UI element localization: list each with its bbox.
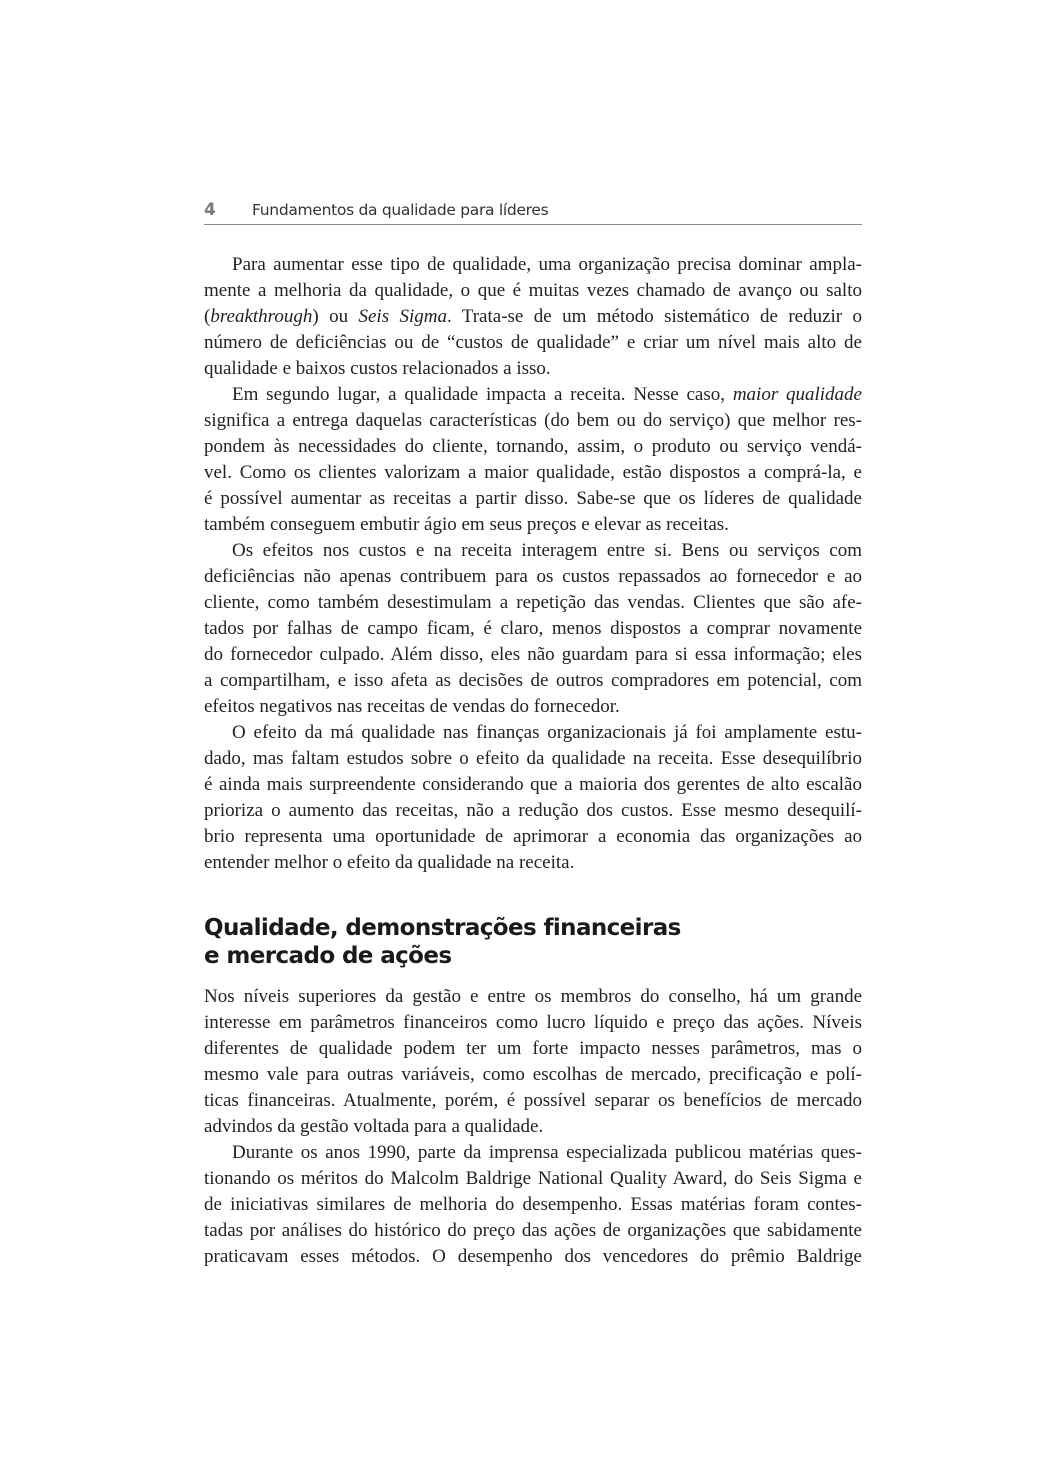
paragraph-line: mesmo vale para outras variáveis, como escolhas de mercado, precificação e polí-: [204, 1064, 862, 1085]
section-heading: e mercado de ações: [204, 943, 452, 969]
paragraph-line: tionando os méritos do Malcolm Baldrige National Quality Award, do Seis Sigma e: [204, 1168, 862, 1189]
paragraph-line: é ainda mais surpreendente considerando que a maioria dos gerentes de alto escalão: [204, 774, 862, 795]
paragraph-line: Para aumentar esse tipo de qualidade, uma organização precisa dominar ampla-: [232, 254, 862, 275]
paragraph-line: número de deficiências ou de “custos de qualidade” e criar um nível mais alto de: [204, 332, 862, 353]
paragraph-line: deficiências não apenas contribuem para os custos repassados ao fornecedor e ao: [204, 566, 862, 587]
running-title: Fundamentos da qualidade para líderes: [252, 201, 549, 219]
paragraph-line: cliente, como também desestimulam a repetição das vendas. Clientes que são afe-: [204, 592, 862, 613]
emphasis-text: Seis Sigma: [358, 306, 447, 327]
running-header: [204, 198, 862, 225]
paragraph-line: do fornecedor culpado. Além disso, eles não guardam para si essa informação; eles: [204, 644, 862, 665]
paragraph-line: Em segundo lugar, a qualidade impacta a receita. Nesse caso, maior qualidade: [232, 384, 862, 405]
paragraph-line: ticas financeiras. Atualmente, porém, é possível separar os benefícios de mercado: [204, 1090, 862, 1111]
paragraph-line: O efeito da má qualidade nas finanças organizacionais já foi amplamente estu-: [232, 722, 862, 743]
paragraph-line: qualidade e baixos custos relacionados a isso.: [204, 358, 551, 379]
paragraph-line: também conseguem embutir ágio em seus preços e elevar as receitas.: [204, 514, 729, 535]
paragraph-line: Durante os anos 1990, parte da imprensa especializada publicou matérias ques-: [232, 1142, 862, 1163]
paragraph-line: tados por falhas de campo ficam, é claro, menos dispostos a comprar novamente: [204, 618, 862, 639]
paragraph-line: (breakthrough) ou Seis Sigma. Trata-se de um método sistemático de reduzir o: [204, 306, 863, 327]
paragraph-line: a compartilham, e isso afeta as decisões de outros compradores em potencial, com: [204, 670, 862, 691]
paragraph-line: prioriza o aumento das receitas, não a redução dos custos. Esse mesmo desequilí-: [204, 800, 862, 821]
paragraph-line: pondem às necessidades do cliente, tornando, assim, o produto ou serviço vendá-: [204, 436, 862, 457]
emphasis-text: breakthrough: [210, 306, 313, 327]
paragraph-line: tadas por análises do histórico do preço das ações de organizações que sabidamente: [204, 1220, 862, 1241]
emphasis-text: maior qualidade: [732, 384, 862, 405]
paragraph-line: advindos da gestão voltada para a qualidade.: [204, 1116, 544, 1137]
paragraph-line: Nos níveis superiores da gestão e entre os membros do conselho, há um grande: [204, 986, 862, 1007]
paragraph-line: entender melhor o efeito da qualidade na receita.: [204, 852, 575, 873]
paragraph-line: mente a melhoria da qualidade, o que é muitas vezes chamado de avanço ou salto: [204, 280, 862, 301]
page-number: 4: [204, 200, 216, 220]
section-heading: Qualidade, demonstrações financeiras: [204, 915, 681, 941]
paragraph-line: interesse em parâmetros financeiros como lucro líquido e preço das ações. Níveis: [204, 1012, 862, 1033]
paragraph-line: dado, mas faltam estudos sobre o efeito da qualidade na receita. Esse desequilíbrio: [204, 748, 862, 769]
paragraph-line: diferentes de qualidade podem ter um forte impacto nesses parâmetros, mas o: [204, 1038, 862, 1059]
paragraph-line: brio representa uma oportunidade de aprimorar a economia das organizações ao: [204, 826, 862, 847]
paragraph-line: é possível aumentar as receitas a partir disso. Sabe-se que os líderes de qualidade: [204, 488, 862, 509]
paragraph-line: de iniciativas similares de melhoria do desempenho. Essas matérias foram contes-: [204, 1194, 862, 1215]
paragraph-line: praticavam esses métodos. O desempenho dos vencedores do prêmio Baldrige: [204, 1246, 862, 1267]
paragraph-line: efeitos negativos nas receitas de vendas do fornecedor.: [204, 696, 620, 717]
paragraph-line: significa a entrega daquelas características (do bem ou do serviço) que melhor res-: [204, 410, 862, 431]
paragraph-line: vel. Como os clientes valorizam a maior qualidade, estão dispostos a comprá-la, e: [204, 462, 862, 483]
paragraph-line: Os efeitos nos custos e na receita interagem entre si. Bens ou serviços com: [232, 540, 862, 561]
